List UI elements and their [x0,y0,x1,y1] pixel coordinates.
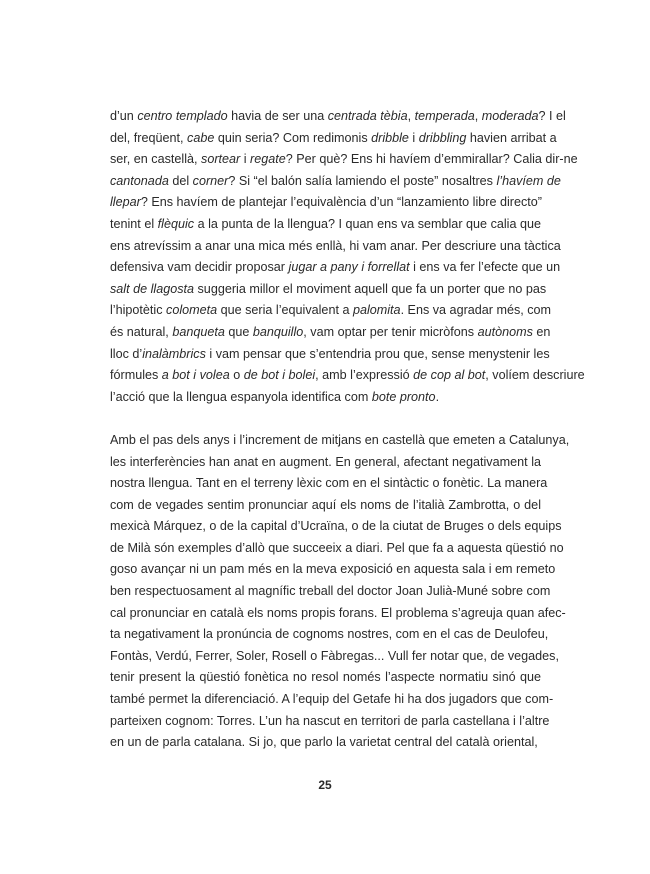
italic-term: dribble [371,130,409,145]
text-line: cal pronunciar en català els noms propis forans. El problema s’agreuja quan afec- [110,605,566,620]
text-line: defensiva vam decidir proposar jugar a pany i forrellat i ens va fer l’efecte que un [110,260,561,275]
text-line: salt de llagosta suggeria millor el moviment aquell que fa un porter que no pas [110,281,547,296]
paragraph-gap [110,408,541,430]
text-line: nostra llengua. Tant en el terreny lèxic com en el sintàctic o fonètic. La manera [110,476,548,491]
italic-term: de cop al bot [413,368,486,383]
text-line: d’un centro templado havia de ser una centrada tèbia, temperada, moderada? I el [110,109,566,123]
text-line: parteixen cognom: Torres. L’un ha nascut en territori de parla castellana i l’altre [110,713,550,728]
italic-term: centro templado [137,109,228,123]
italic-term: autònoms [477,324,533,339]
italic-term: salt de llagosta [110,281,195,296]
italic-term: cabe [187,130,215,145]
text-line: mexicà Márquez, o de la capital d’Ucraïna, o de la ciutat de Bruges o dels equips [110,519,562,534]
italic-term: flèquic [157,216,195,231]
text-line: Fontàs, Verdú, Ferrer, Soler, Rosell o Fàbregas... Vull fer notar que, de vegades, [110,648,559,663]
italic-term: inalàmbrics [142,346,206,361]
text-line: fórmules a bot i volea o de bot i bolei, amb l’expressió de cop al bot, volíem descriure [110,368,585,383]
page-number: 25 [318,778,332,792]
italic-term: banquillo [252,324,304,339]
text-line: ser, en castellà, sortear i regate? Per què? Ens hi havíem d’emmirallar? Calia dir-ne [110,152,578,167]
italic-term: l’havíem de [496,173,561,188]
text-line: l’hipotètic colometa que seria l’equivalent a palomita. Ens va agradar més, com [110,303,552,318]
italic-term: cantonada [110,173,169,188]
text-line: de Milà són exemples d’allò que succeeix a diari. Pel que fa a aquesta qüestió no [110,540,564,555]
text-line: Amb el pas dels anys i l’increment de mitjans en castellà que emeten a Catalunya, [110,432,570,447]
text-line: tenir present la qüestió fonètica no resol només l’aspecte normatiu sinó que [110,670,541,685]
text-line: ens atrevíssim a anar una mica més enllà, hi vam anar. Per descriure una tàctica [110,238,561,253]
text-line: com de vegades sentim pronunciar aquí els noms de l’italià Zambrotta, o del [110,497,541,512]
italic-term: a bot i volea [161,368,230,383]
text-line: lloc d’inalàmbrics i vam pensar que s’entendria prou que, sense menystenir les [110,346,550,361]
text-line: cantonada del corner? Si “el balón salía lamiendo el poste” nosaltres l’havíem de [110,173,561,188]
text-line: l’acció que la llengua espanyola identifica com bote pronto. [110,389,440,404]
text-line: en un de parla catalana. Si jo, que parlo la varietat central del català oriental, [110,735,538,750]
text-line: llepar? Ens havíem de plantejar l’equivalència d’un “lanzamiento libre directo” [110,195,542,210]
italic-term: bote pronto [371,389,436,404]
body-text [110,106,585,754]
italic-term: de bot i bolei [243,368,316,383]
text-line: tenint el flèquic a la punta de la llengua? I quan ens va semblar que calia que [110,216,542,231]
italic-term: palomita [352,303,401,318]
italic-term: moderada [481,109,539,123]
text-line: les interferències han anat en augment. En general, afectant negativament la [110,454,541,469]
text-line: ben respectuosament al magnífic treball del doctor Joan Julià-Muné sobre com [110,584,551,599]
text-line: ta negativament la pronúncia de cognoms nostres, com en el cas de Deulofeu, [110,627,549,642]
italic-term: centrada tèbia [327,109,408,123]
italic-term: corner [192,173,229,188]
text-line: és natural, banqueta que banquillo, vam optar per tenir micròfons autònoms en [110,324,551,339]
italic-term: llepar [110,195,141,210]
italic-term: colometa [166,303,218,318]
italic-term: sortear [201,152,241,167]
italic-term: banqueta [172,324,225,339]
text-line: goso avançar ni un pam més en la meva exposició en aquesta sala i em remeto [110,562,556,577]
italic-term: regate [250,152,286,167]
text-line: del, freqüent, cabe quin seria? Com redimonis dribble i dribbling havien arribat a [110,130,557,145]
italic-term: jugar a pany i forrellat [288,260,410,275]
text-line: també permet la diferenciació. A l’equip del Getafe hi ha dos jugadors que com- [110,692,554,707]
italic-term: dribbling [418,130,467,145]
italic-term: temperada [414,109,475,123]
